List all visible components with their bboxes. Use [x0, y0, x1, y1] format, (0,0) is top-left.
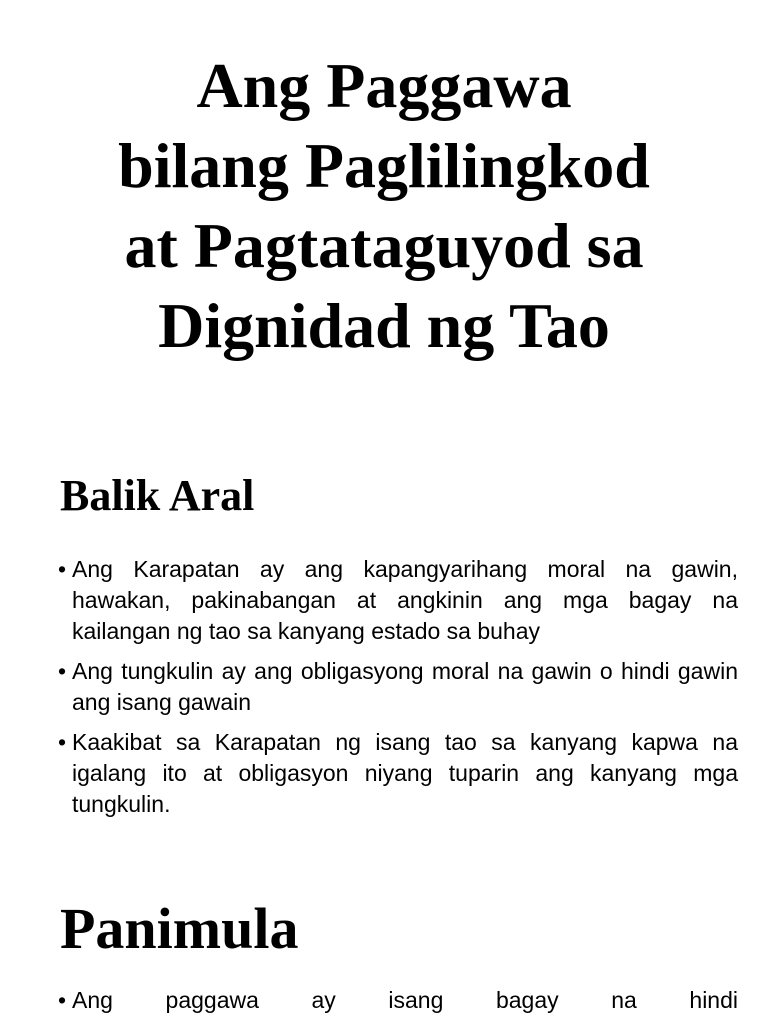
section-heading-balik-aral: Balik Aral [60, 471, 255, 520]
bullet-icon: • [58, 729, 67, 755]
slide-title [20, 46, 748, 366]
bullet-icon: • [58, 658, 67, 684]
bullet-icon: • [58, 556, 67, 582]
bullet-list-balik-aral [58, 554, 738, 829]
list-item [58, 554, 738, 647]
section-heading-panimula: Panimula [60, 896, 299, 961]
bullet-text: Ang Karapatan ay ang kapangyarihang moral na gawin, hawakan, pakinabangan at angkinin ang mga bagay na kailangan ng tao sa kanyang estado sa buhay [72, 556, 738, 644]
bullet-text: Ang tungkulin ay ang obligasyong moral na gawin o hindi gawin ang isang gawain [72, 658, 738, 715]
title-line: bilang Paglilingkod [118, 130, 650, 201]
list-item [58, 656, 738, 718]
title-line: Dignidad ng Tao [158, 290, 610, 361]
bullet-list-panimula [58, 985, 738, 1025]
title-line: at Pagtataguyod sa [124, 210, 644, 281]
list-item [58, 727, 738, 820]
bullet-text: Ang paggawa ay isang bagay na hindi [72, 987, 738, 1013]
title-line: Ang Paggawa [196, 50, 572, 121]
bullet-icon: • [58, 987, 67, 1013]
bullet-text: Kaakibat sa Karapatan ng isang tao sa kanyang kapwa na igalang ito at obligasyon niyang tuparin ang kanyang mga tungkulin. [72, 729, 738, 817]
list-item [58, 985, 738, 1016]
